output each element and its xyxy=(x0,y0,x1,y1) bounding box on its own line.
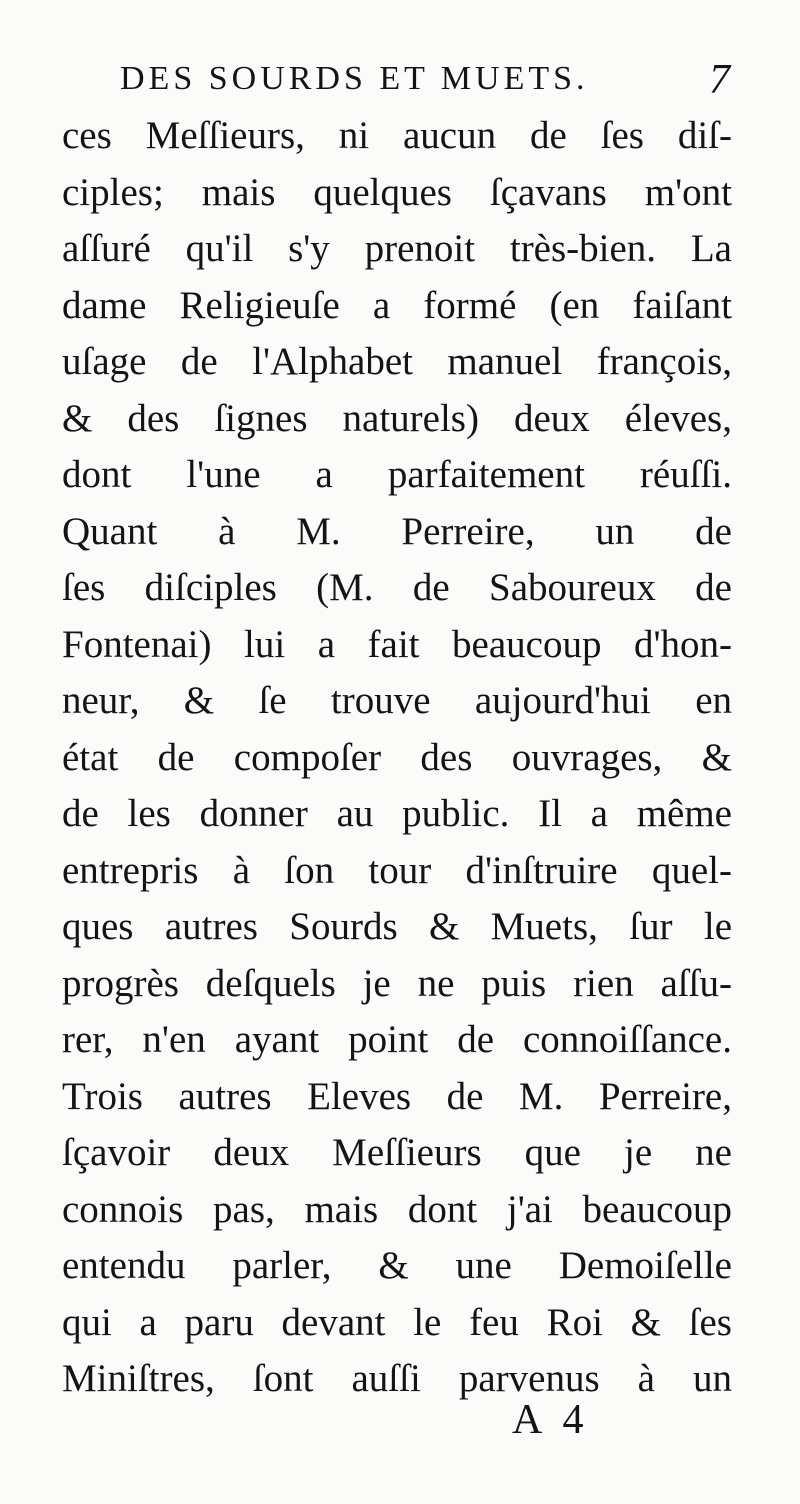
text-line-12: état de compoſer des ouvrages, & xyxy=(62,735,732,779)
signature-mark: A 4 xyxy=(512,1397,590,1443)
text-line-6: & des ſignes naturels) deux éleves, xyxy=(62,396,732,440)
text-line-1: ces Meſſieurs, ni aucun de ſes diſ- xyxy=(62,114,732,157)
body-text xyxy=(62,108,732,1408)
text-line-16: progrès deſquels je ne puis rien aſſu- xyxy=(62,961,732,1005)
text-line-15: ques autres Sourds & Muets, ſur le xyxy=(62,905,732,948)
text-line-8: Quant à M. Perreire, un de xyxy=(62,509,732,553)
text-line-3: aſſuré qu'il s'y prenoit très-bien. La xyxy=(62,227,732,270)
running-title: DES SOURDS ET MUETS. xyxy=(120,60,589,97)
text-line-7: dont l'une a parfaitement réuſſi. xyxy=(62,453,732,496)
text-line-9: ſes diſciples (M. de Saboureux de xyxy=(62,566,732,609)
text-line-23: Miniſtres, ſont auſſi parvenus à un xyxy=(62,1357,732,1400)
text-line-13: de les donner au public. Il a même xyxy=(62,792,732,835)
text-line-22: qui a paru devant le feu Roi & ſes xyxy=(62,1300,732,1344)
text-line-11: neur, & ſe trouve aujourd'hui en xyxy=(62,679,732,722)
text-line-20: connois pas, mais dont j'ai beaucoup xyxy=(62,1187,732,1231)
text-line-17: rer, n'en ayant point de connoiſſance. xyxy=(62,1018,732,1061)
text-line-2: ciples; mais quelques ſçavans m'ont xyxy=(62,170,732,214)
text-line-18: Trois autres Eleves de M. Perreire, xyxy=(62,1074,732,1118)
text-line-5: uſage de l'Alphabet manuel françois, xyxy=(62,340,732,383)
page-number: 7 xyxy=(709,57,730,103)
text-line-14: entrepris à ſon tour d'inſtruire quel- xyxy=(62,848,732,892)
text-line-21: entendu parler, & une Demoiſelle xyxy=(62,1244,732,1287)
text-line-10: Fontenai) lui a fait beaucoup d'hon- xyxy=(62,622,732,666)
text-line-4: dame Religieuſe a formé (en faiſant xyxy=(62,283,732,327)
text-line-19: ſçavoir deux Meſſieurs que je ne xyxy=(62,1131,732,1174)
running-head xyxy=(110,52,740,108)
